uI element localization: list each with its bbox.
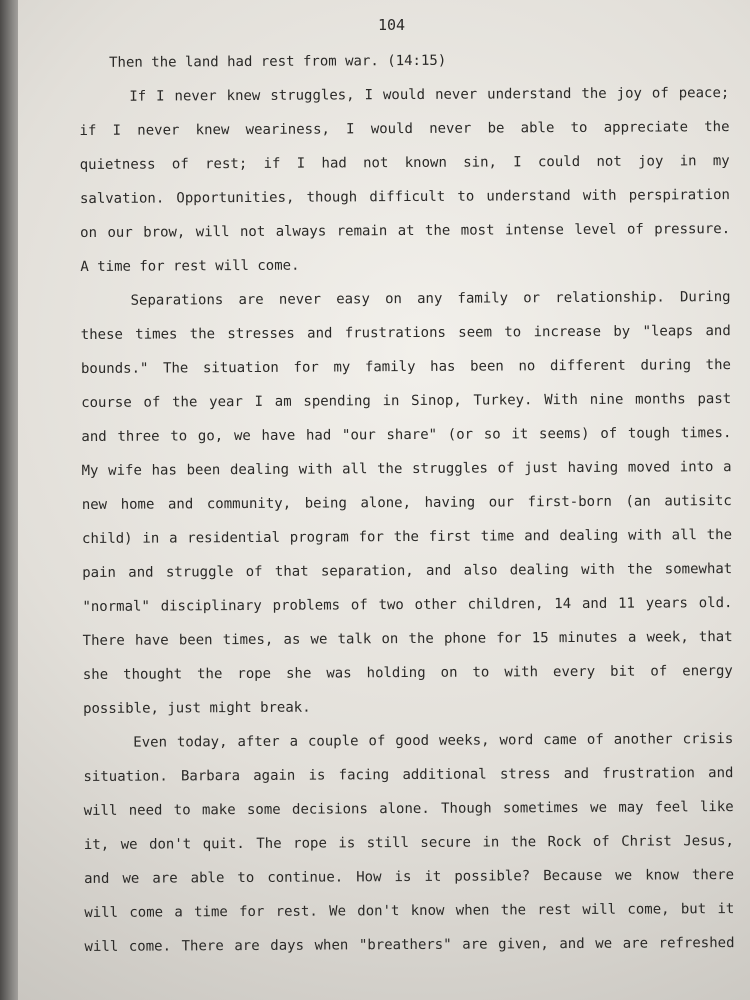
page-body: [79, 42, 735, 964]
paragraph-line: course of the year I am spending in Sinop, Turkey. With nine months past: [81, 391, 732, 411]
paragraph-line: situation. Barbara again is facing additional stress and frustration and: [83, 765, 734, 785]
paragraph-line: There have been times, as we talk on the phone for 15 minutes a week, that: [82, 629, 733, 649]
paragraph-line: she thought the rope she was holding on to with every bit of energy: [82, 663, 733, 683]
page-number: 104: [378, 16, 406, 34]
paragraph-line: these times the stresses and frustrations seem to increase by "leaps and: [80, 323, 731, 343]
paragraph-line: A time for rest will come.: [80, 257, 300, 275]
paragraph-line: new home and community, being alone, having our first-born (an autisitc: [81, 493, 732, 513]
paragraph-line: and three to go, we have had "our share" (or so it seems) of tough times.: [81, 425, 732, 445]
paragraph-line: possible, just might break.: [83, 699, 311, 717]
paragraph-line: Even today, after a couple of good weeks, word came of another crisis: [133, 731, 734, 751]
paragraph-line: it, we don't quit. The rope is still secure in the Rock of Christ Jesus,: [83, 833, 734, 853]
paragraph-line: Separations are never easy on any family or relationship. During: [130, 289, 731, 309]
document-page: [18, 0, 750, 1000]
paragraph-line: My wife has been dealing with all the struggles of just having moved into a: [81, 459, 732, 479]
paragraph-line: will need to make some decisions alone. Though sometimes we may feel like: [83, 799, 734, 819]
paragraph-line: if I never knew weariness, I would never be able to appreciate the: [79, 119, 730, 139]
paragraph-line: quietness of rest; if I had not known sin, I could not joy in my: [79, 153, 730, 173]
paragraph-line: and we are able to continue. How is it possible? Because we know there: [84, 867, 735, 887]
paragraph-line: bounds." The situation for my family has been no different during the: [80, 357, 732, 377]
paragraph-line: pain and struggle of that separation, and also dealing with the somewhat: [82, 561, 733, 581]
paragraph-line: "normal" disciplinary problems of two other children, 14 and 11 years old.: [82, 595, 733, 615]
quoted-verse-line: Then the land had rest from war. (14:15): [109, 52, 447, 71]
paragraph-line: will come. There are days when "breathers" are given, and we are refreshed: [84, 935, 735, 955]
paragraph-line: If I never knew struggles, I would never understand the joy of peace;: [129, 85, 730, 105]
paragraph-line: will come a time for rest. We don't know when the rest will come, but it: [84, 901, 735, 921]
paragraph-line: salvation. Opportunities, though difficult to understand with perspiration: [79, 187, 730, 207]
paragraph-line: on our brow, will not always remain at the most intense level of pressure.: [80, 221, 731, 241]
paragraph-line: child) in a residential program for the first time and dealing with all the: [81, 527, 733, 547]
